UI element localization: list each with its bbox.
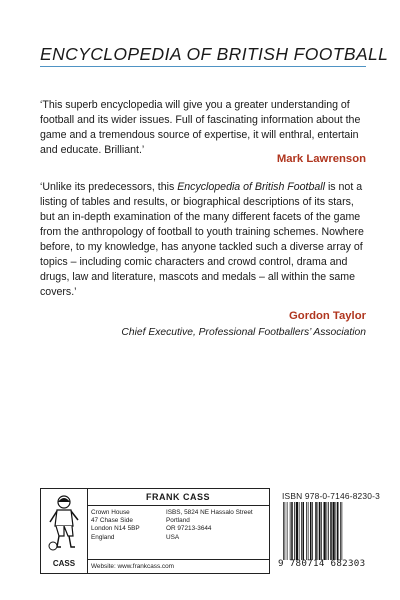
publisher-name: FRANK CASS (87, 489, 269, 506)
address-us-line: OR 97213-3644 (166, 525, 212, 533)
quote-taylor (40, 180, 370, 300)
publisher-logo (41, 489, 88, 573)
book-title: ENCYCLOPEDIA OF BRITISH FOOTBALL (40, 44, 389, 64)
address-us-line: USA (166, 533, 180, 541)
publisher-address-us (166, 509, 253, 542)
footballer-logo-icon (47, 492, 81, 552)
quote-author-lawrenson: Mark Lawrenson (276, 153, 366, 165)
isbn-label: ISBN 978-0-7146-8230-3 (282, 491, 380, 501)
quote-author-role: Chief Executive, Professional Footballers’ Association (121, 327, 366, 338)
barcode-icon (282, 502, 368, 560)
address-us-line: ISBS, 5824 NE Hassalo Street (166, 509, 253, 516)
publisher-address-uk (91, 509, 140, 542)
address-uk-line: London N14 5BP (91, 525, 140, 533)
quote-taylor-rest: is not a listing of tables and results, or biographical descriptions of its stars, but an in-depth examination of the many different facets of the game from the anthropology of football to youth training schemes. Nowhere before, to my knowledge, has anyone tackled such a diverse array of topics – including comic characters and crowd control, drama and drugs, law and literature, mascots and medals – all within the same covers.’ (40, 181, 364, 298)
address-us-line: Portland (166, 517, 190, 525)
quote-author-taylor: Gordon Taylor (289, 310, 366, 322)
address-uk-line: Crown House (91, 509, 130, 516)
publisher-logo-text: CASS (52, 559, 76, 568)
address-uk-line: 47 Chase Side (91, 517, 133, 525)
barcode-number: 9 780714 682303 (278, 558, 366, 569)
quote-taylor-start: ‘Unlike its predecessors, this (40, 181, 178, 193)
address-uk-line: England (91, 533, 115, 541)
publisher-box (40, 488, 270, 574)
quote-lawrenson: ‘This superb encyclopedia will give you a greater understanding of football and its wider issues. Full of fascinating information about the game and a tremendous source of expertise, it will enthral, entertain and educate. Brilliant.’ (40, 99, 361, 156)
quote-taylor-book-title: Encyclopedia of British Football (177, 181, 325, 193)
publisher-website: Website: www.frankcass.com (87, 559, 269, 573)
title-rule (40, 66, 366, 67)
